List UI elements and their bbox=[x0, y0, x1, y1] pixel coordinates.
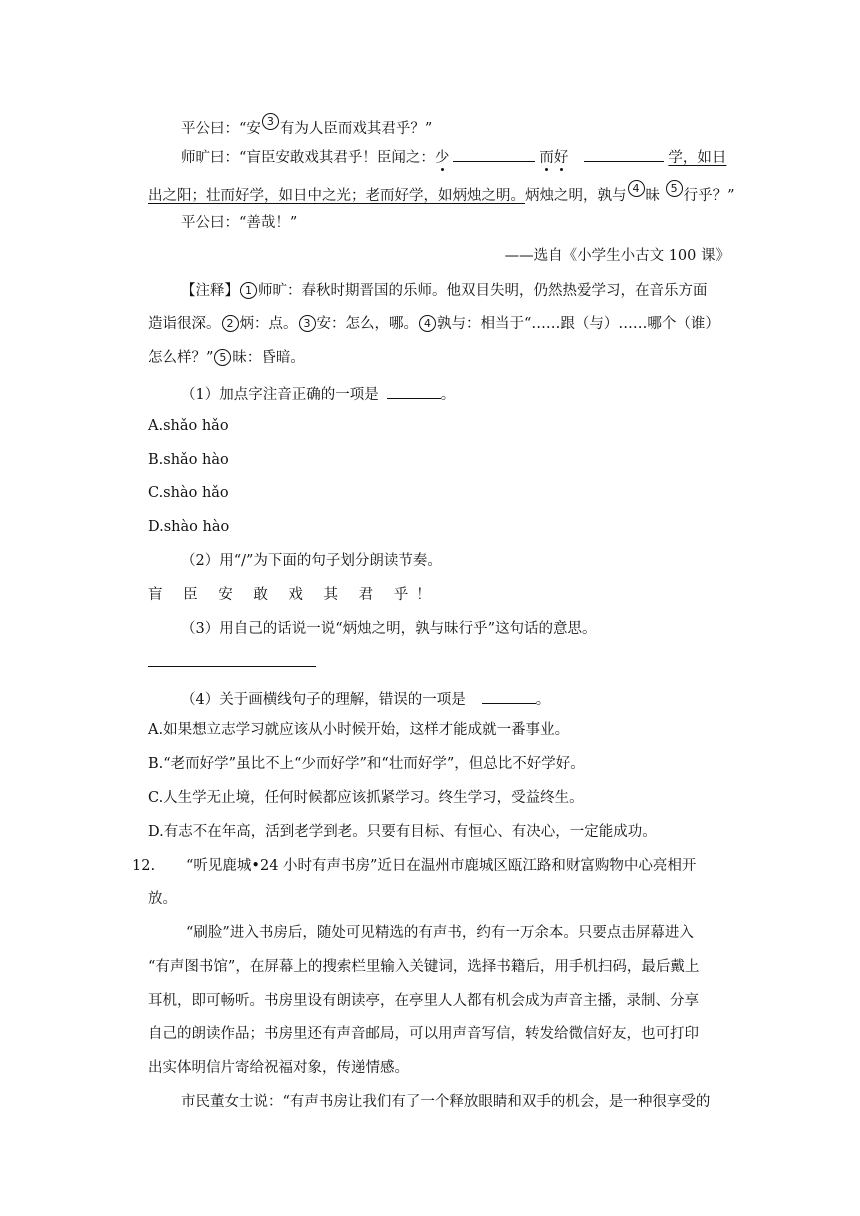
note-marker-5: 5 bbox=[214, 349, 231, 366]
q1-stem: （1）加点字注音正确的一项是 。 bbox=[181, 382, 455, 405]
underline-blank-1 bbox=[453, 145, 535, 162]
q12-para1-line2: 放。 bbox=[148, 891, 177, 907]
q4-option-d: D.有志不在年高，活到老学到老。只要有目标、有恒心、有决心，一定能成功。 bbox=[148, 824, 657, 840]
q4-answer-blank[interactable] bbox=[482, 687, 536, 704]
notes-line-2: 造诣很深。 2 炳：点。 3 安：怎么，哪。 4 孰与：相当于“……跟（与）……哪个（谁） bbox=[148, 316, 720, 332]
notes-line-3: 怎么样？” 5 昧：昏暗。 bbox=[148, 350, 305, 366]
underline-blank-2 bbox=[584, 145, 664, 162]
q1-option-c: C.shào hǎo bbox=[148, 485, 229, 501]
q12-para2-line1: “刷脸”进入书房后，随处可见精选的有声书，约有一万余本。只要点击屏幕进入 bbox=[186, 925, 694, 941]
q12-number: 12. bbox=[132, 858, 156, 874]
passage-source: ——选自《小学生小古文 100 课》 bbox=[504, 248, 730, 264]
notes-line-1: 【注释】 1 师旷：春秋时期晋国的乐师。他双目失明，仍然热爱学习，在音乐方面 bbox=[181, 283, 708, 299]
q1-option-d: D.shào hào bbox=[148, 519, 230, 535]
footnote-marker-5: 5 bbox=[666, 180, 683, 197]
note-marker-4: 4 bbox=[419, 315, 436, 332]
q4-option-a: A.如果想立志学习就应该从小时候开始，这样才能成就一番事业。 bbox=[148, 722, 570, 738]
footnote-marker-3: 3 bbox=[262, 113, 279, 130]
q12-para1-line1: “听见鹿城•24 小时有声书房”近日在温州市鹿城区瓯江路和财富购物中心亮相开 bbox=[186, 858, 697, 874]
note-marker-1: 1 bbox=[240, 282, 257, 299]
q2-sentence: 盲 臣 安 敢 戏 其 君 乎！ bbox=[148, 587, 439, 603]
q12-para3-line1: 市民董女士说：“有声书房让我们有了一个释放眼睛和双手的机会，是一种很享受的 bbox=[181, 1094, 711, 1110]
q12-para2-line2: “有声图书馆”，在屏幕上的搜索栏里输入关键词，选择书籍后，用手机扫码，最后戴上 bbox=[148, 959, 700, 975]
q3-stem: （3）用自己的话说一说“炳烛之明，孰与昧行乎”这句话的意思。 bbox=[181, 621, 597, 637]
dotted-char-er: 而 bbox=[539, 150, 554, 166]
note-marker-2: 2 bbox=[222, 315, 239, 332]
q4-stem: （4）关于画横线句子的理解，错误的一项是 。 bbox=[181, 687, 550, 710]
dotted-char-shao: 少 bbox=[434, 150, 450, 166]
passage-line-3: 出之阳；壮而好学，如日中之光；老而好学，如炳烛之明。炳烛之明，孰与 $^4$ 昧 $^5$ 行乎？” bbox=[148, 182, 735, 204]
underlined-sentence: 出之阳；壮而好学，如日中之光；老而好学，如炳烛之明。 bbox=[148, 188, 525, 204]
q4-option-b: B.“老而好学”虽比不上“少而好学”和“壮而好学”，但总比不好学好。 bbox=[148, 756, 585, 772]
q12-para2-line3: 耳机，即可畅听。书房里设有朗读亭，在亭里人人都有机会成为声音主播，录制、分享 bbox=[148, 993, 699, 1009]
q4-option-c: C.人生学无止境，任何时候都应该抓紧学习。终生学习，受益终生。 bbox=[148, 790, 584, 806]
q1-option-b: B.shǎo hào bbox=[148, 452, 229, 468]
passage-line-4: 平公曰：“善哉！” bbox=[181, 215, 298, 231]
passage-line-1: 平公曰：“安 $^3$ 有为人臣而戏其君乎？” bbox=[181, 115, 433, 137]
dotted-char-hao: 好 bbox=[553, 150, 569, 166]
footnote-marker-4: 4 bbox=[628, 180, 645, 197]
note-marker-3: 3 bbox=[299, 315, 316, 332]
q12-para2-line4: 自己的朗读作品；书房里还有声音邮局，可以用声音写信，转发给微信好友，也可打印 bbox=[148, 1026, 699, 1042]
q1-answer-blank[interactable] bbox=[387, 382, 441, 399]
q12-para2-line5: 出实体明信片寄给祝福对象，传递情感。 bbox=[148, 1060, 409, 1076]
q2-stem: （2）用“/”为下面的句子划分朗读节奏。 bbox=[181, 553, 442, 569]
passage-line-2: 师旷曰：“盲臣安敢戏其君乎！臣闻之：少 而好 学，如日 bbox=[181, 145, 726, 168]
q1-option-a: A.shǎo hǎo bbox=[148, 418, 229, 434]
q3-answer-line[interactable] bbox=[148, 666, 316, 667]
